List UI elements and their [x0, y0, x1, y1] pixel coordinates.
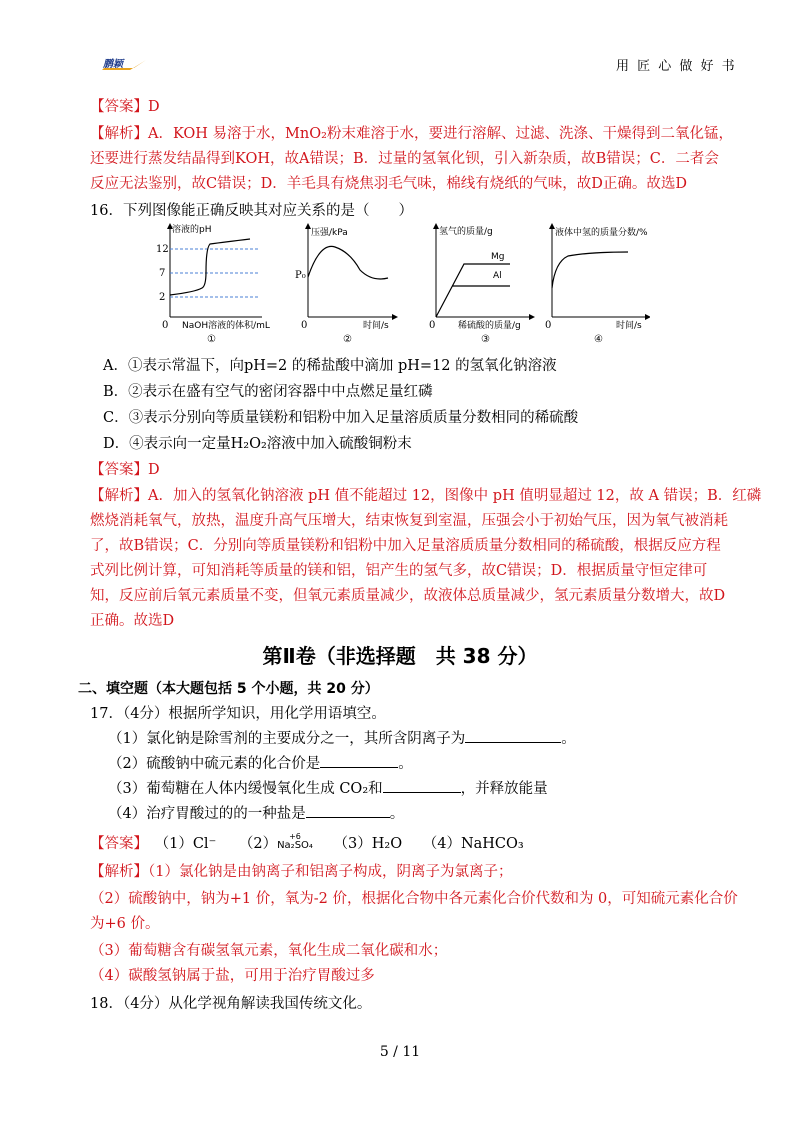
graph-3-mg-label: Mg: [491, 252, 505, 262]
graph-1-tick-7: 7: [159, 268, 166, 279]
graph-3-al-label: Al: [493, 271, 502, 281]
graph-4: [545, 226, 648, 345]
q16-analysis-line-6: 正确。故选D: [90, 613, 175, 629]
q17-item-3-text: （3）葡萄糖在人体内缓慢氧化生成 CO₂和: [108, 781, 383, 797]
q16-stem: 16．下列图像能正确反映其对应关系的是（ ）: [90, 203, 413, 219]
q17-answer-2-chem: Na₂SO₄: [277, 840, 313, 851]
q15-answer: 【答案】D: [90, 99, 160, 115]
page-number: 5 / 11: [379, 1044, 421, 1060]
graph-2-number: ②: [343, 334, 352, 345]
q17-item-2: [108, 754, 413, 774]
q16-option-a: A．①表示常温下，向pH=2 的稀盐酸中滴加 pH=12 的氢氧化钠溶液: [103, 358, 557, 374]
graph-4-curve: [552, 252, 628, 288]
graph-2-p0: P₀: [295, 270, 306, 281]
graph-1-xlabel: NaOH溶液的体积/mL: [182, 321, 270, 331]
q17-analysis-line-1: 【解析】（1）氯化钠是由钠离子和铝离子构成，阴离子为氯离子；: [90, 864, 513, 880]
q17-item-4-text: （4）治疗胃酸过的的一种盐是: [108, 806, 306, 822]
q17-item-3-end: ，并释放能量: [460, 781, 548, 797]
q17-item-4-end: 。: [389, 806, 405, 822]
q17-answer-2-sup: +6: [289, 832, 301, 841]
graph-4-origin: 0: [545, 320, 552, 331]
q16-analysis-line-3: 了，故B错误；C．分别向等质量镁粉和铝粉中加入足量溶质质量分数相同的稀硫酸，根据反应方程: [90, 538, 721, 554]
q17-item-1: [108, 729, 576, 749]
q15-analysis-line-3: 反应无法鉴别，故C错误；D．羊毛具有烧焦羽毛气味，棉线有烧纸的气味，故D正确。故选D: [90, 176, 687, 192]
q17-answer-2: （2）: [238, 836, 278, 852]
graph-3-xlabel: 稀硫酸的质量/g: [458, 321, 521, 331]
q17-item-1-text: （1）氯化钠是除雪剂的主要成分之一，其所含阴离子为: [108, 731, 466, 747]
graph-3-number: ③: [481, 334, 490, 345]
q16-analysis-line-2: 燃烧消耗氧气，放热，温度升高气压增大，结束恢复到室温，压强会小于初始气压，因为氧气被消耗: [90, 513, 728, 529]
q17-item-2-end: 。: [398, 756, 413, 772]
graph-3: [429, 225, 532, 345]
graph-4-number: ④: [594, 334, 603, 345]
q15-analysis-line-2: 还要进行蒸发结晶得到KOH，故A错误；B．过量的氢氧化钡，引入新杂质，故B错误；C．二者会: [90, 151, 719, 167]
graph-3-origin: 0: [429, 320, 436, 331]
graph-1-number: ①: [207, 334, 216, 345]
graph-2-xlabel: 时间/s: [363, 321, 389, 331]
q17-blank-3[interactable]: [383, 779, 461, 793]
q16-analysis-line-1: 【解析】A．加入的氢氧化钠溶液 pH 值不能超过 12，图像中 pH 值明显超过 12，故 A 错误；B．红磷: [90, 488, 762, 504]
q16-option-b: B．②表示在盛有空气的密闭容器中中点燃足量红磷: [103, 384, 433, 400]
q17-analysis-line-3: 为+6 价。: [90, 916, 160, 932]
q17-item-4: [108, 804, 404, 824]
q16-analysis-line-4: 式列比例计算，可知消耗等质量的镁和铝，铝产生的氢气多，故C错误；D．根据质量守恒定律可: [90, 563, 708, 579]
q17-analysis-line-2: （2）硫酸钠中，钠为+1 价，氧为-2 价，根据化合物中各元素化合价代数和为 0，可知硫元素化合价: [90, 891, 738, 907]
graph-1: [156, 223, 270, 345]
q17-answer-4: （4）NaHCO₃: [422, 836, 524, 852]
q16-analysis-line-5: 知，反应前后氧元素质量不变，但氧元素质量减少，故液体总质量减少，氢元素质量分数增大，故D: [90, 588, 726, 604]
q17-blank-2[interactable]: [320, 754, 398, 768]
q18-stem: 18．（4分）从化学视角解读我国传统文化。: [90, 996, 372, 1012]
graph-1-ylabel: 溶液的pH: [172, 225, 212, 235]
q17-item-2-text: （2）硫酸钠中硫元素的化合价是: [108, 756, 321, 772]
q17-answer-label: 【答案】: [90, 836, 148, 852]
header-motto: 用 匠 心 做 好 书: [616, 59, 737, 74]
q17-blank-4[interactable]: [306, 804, 390, 818]
graph-2-ylabel: 压强/kPa: [311, 228, 348, 238]
graph-1-tick-12: 12: [156, 244, 169, 255]
graph-1-origin: 0: [162, 320, 169, 331]
graph-2-curve: [308, 246, 388, 279]
graph-2-origin: 0: [301, 320, 308, 331]
q17-answer-3: （3）H₂O: [333, 836, 403, 852]
q16-graphs: [150, 222, 650, 350]
graph-1-tick-2: 2: [159, 292, 166, 303]
graph-3-ylabel: 氢气的质量/g: [439, 227, 493, 237]
q17-answer-2-formula: [277, 832, 313, 856]
q17-answer-1: （1）Cl⁻: [154, 836, 217, 852]
q17-item-3: [108, 779, 548, 799]
q17-stem: 17．（4分）根据所学知识，用化学用语填空。: [90, 706, 386, 722]
q17-item-1-end: 。: [561, 731, 576, 747]
publisher-logo: [100, 56, 148, 74]
q16-answer: 【答案】D: [90, 462, 160, 478]
q16-option-d: D．④表示向一定量H₂O₂溶液中加入硫酸铜粉末: [103, 436, 412, 452]
graph-4-ylabel: 液体中氢的质量分数/%: [555, 228, 648, 238]
graph-2: [295, 226, 395, 345]
q17-answer: [90, 834, 524, 856]
q15-analysis-line-1: 【解析】A．KOH 易溶于水，MnO₂粉末难溶于水，要进行溶解、过滤、洗涤、干燥得到二氧化锰，: [90, 126, 733, 142]
part2-title: 第Ⅱ卷（非选择题 共 38 分）: [262, 644, 538, 668]
q17-blank-1[interactable]: [465, 729, 561, 743]
graph-1-curve: [170, 239, 250, 295]
q16-option-c: C．③表示分别向等质量镁粉和铝粉中加入足量溶质质量分数相同的稀硫酸: [103, 410, 579, 426]
graph-4-xlabel: 时间/s: [616, 321, 642, 331]
q17-analysis-line-5: （4）碳酸氢钠属于盐，可用于治疗胃酸过多: [90, 968, 375, 984]
q17-analysis-line-4: （3）葡萄糖含有碳氢氧元素，氧化生成二氧化碳和水；: [90, 943, 448, 959]
section-title: 二、填空题（本大题包括 5 个小题，共 20 分）: [78, 681, 379, 697]
logo-text: 鹏颖: [103, 59, 123, 70]
